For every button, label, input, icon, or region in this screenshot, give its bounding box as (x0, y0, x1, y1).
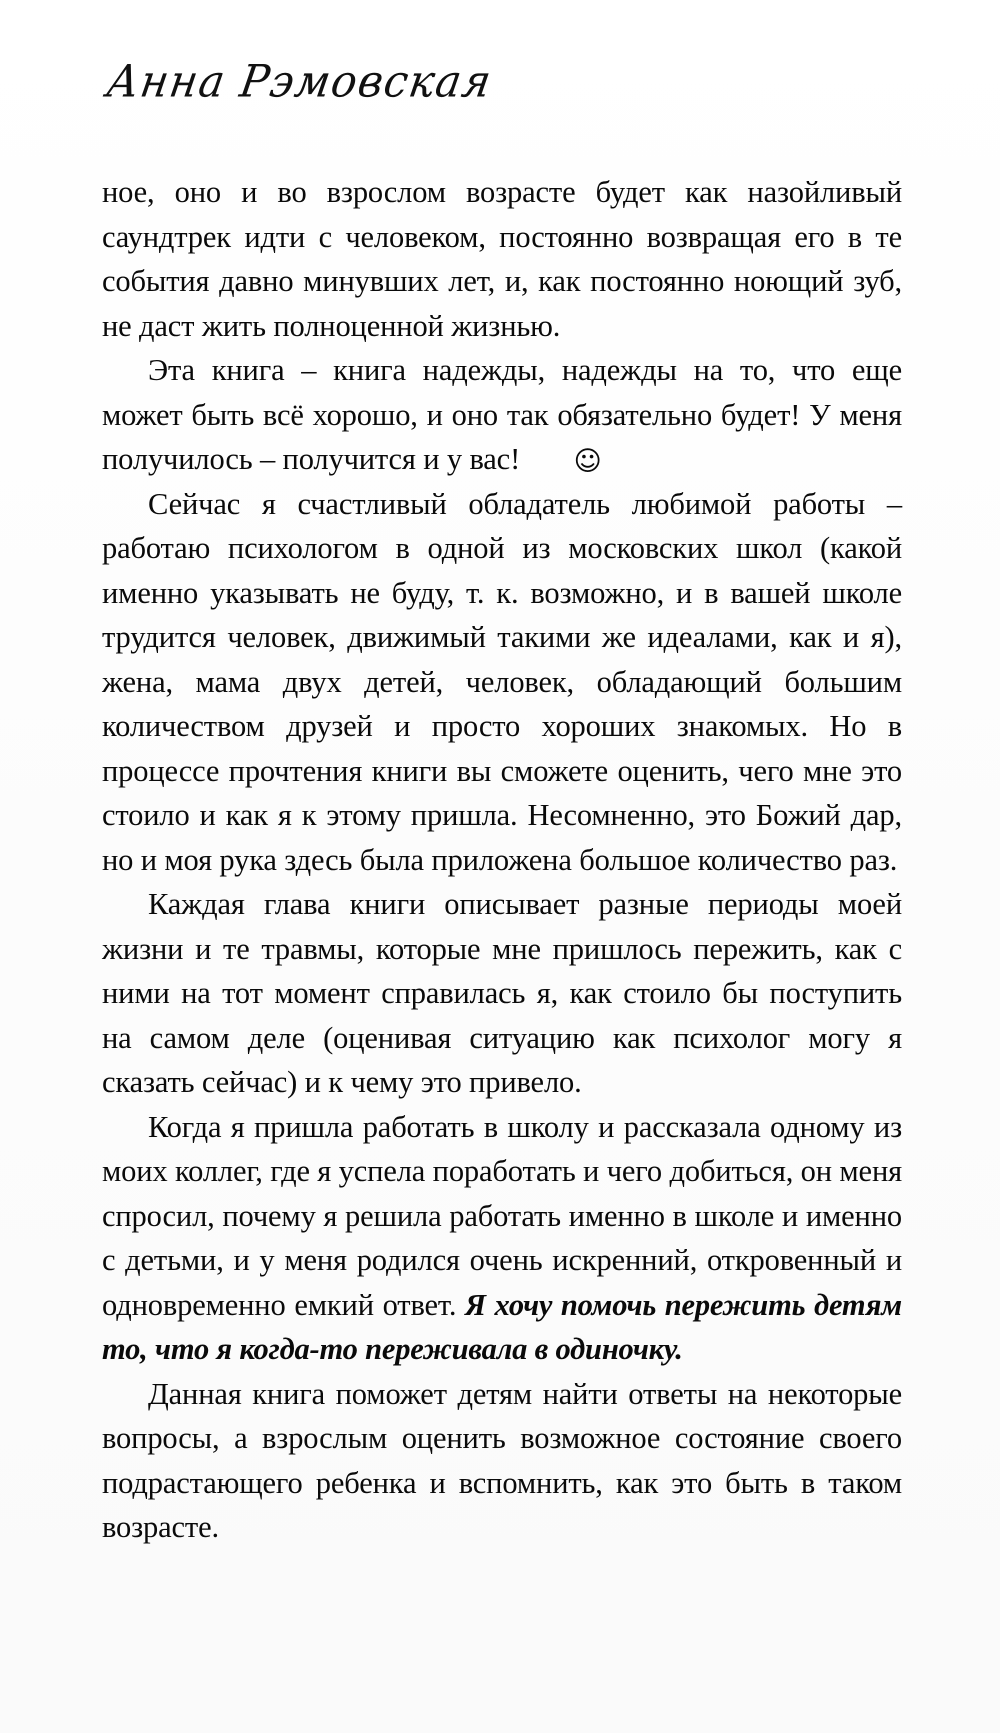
paragraph-4: Каждая глава книги описывает разные периоды моей жизни и те травмы, которые мне пришлось пережить, как с ними на тот момент справилась я, как стоило бы поступить на самом деле (оценивая ситуацию как психолог могу я сказать сейчас) и к чему это привело. (102, 887, 902, 1099)
author-signature: Анна Рэмовская (103, 55, 497, 108)
body-text-block (102, 170, 902, 1550)
running-head (103, 55, 804, 134)
paragraph-6: Данная книга поможет детям найти ответы на некоторые вопросы, а взрослым оценить возможное состояние своего подрастающего ребенка и вспомнить, как это быть в таком возрасте. (102, 1376, 902, 1544)
paragraph-1: ное, оно и во взрослом возрасте будет как назойливый саундтрек идти с человеком, постоянно возвращая его в те события давно минувших лет, и, как постоянно ноющий зуб, не даст жить полноценной жизнью. (102, 175, 902, 343)
paragraph-5-text: Когда я пришла работать в школу и рассказала одному из моих коллег, где я успела поработать и чего добиться, он меня спросил, почему я решила работать именно в школе и именно с детьми, и у меня родился очень искренний, откровенный и одновременно емкий ответ. (102, 1109, 902, 1322)
smiling-face-icon: ☺ (573, 446, 602, 477)
paragraph-2-text: Эта книга – книга надежды, надежды на то, что еще может быть всё хорошо, и оно так обязательно будет! У меня получилось – получится и у вас! (102, 353, 902, 476)
emphasized-statement: Я хочу помочь пережить детям то, что я когда-то переживала в одиночку. (102, 1287, 902, 1366)
paragraph-3: Сейчас я счастливый обладатель любимой работы – работаю психологом в одной из московских школ (какой именно указывать не буду, т. к. возможно, и в вашей школе трудится человек, движимый такими же идеалами, как и я), жена, мама двух детей, человек, обладающий большим количеством друзей и просто хороших знакомых. Но в процессе прочтения книги вы сможете оценить, чего мне это стоило и как я к этому пришла. Несомненно, это Божий дар, но и моя рука здесь была приложена большое количество раз. (102, 486, 902, 877)
paragraph-5 (102, 1105, 902, 1372)
paragraph-2 (102, 348, 902, 482)
